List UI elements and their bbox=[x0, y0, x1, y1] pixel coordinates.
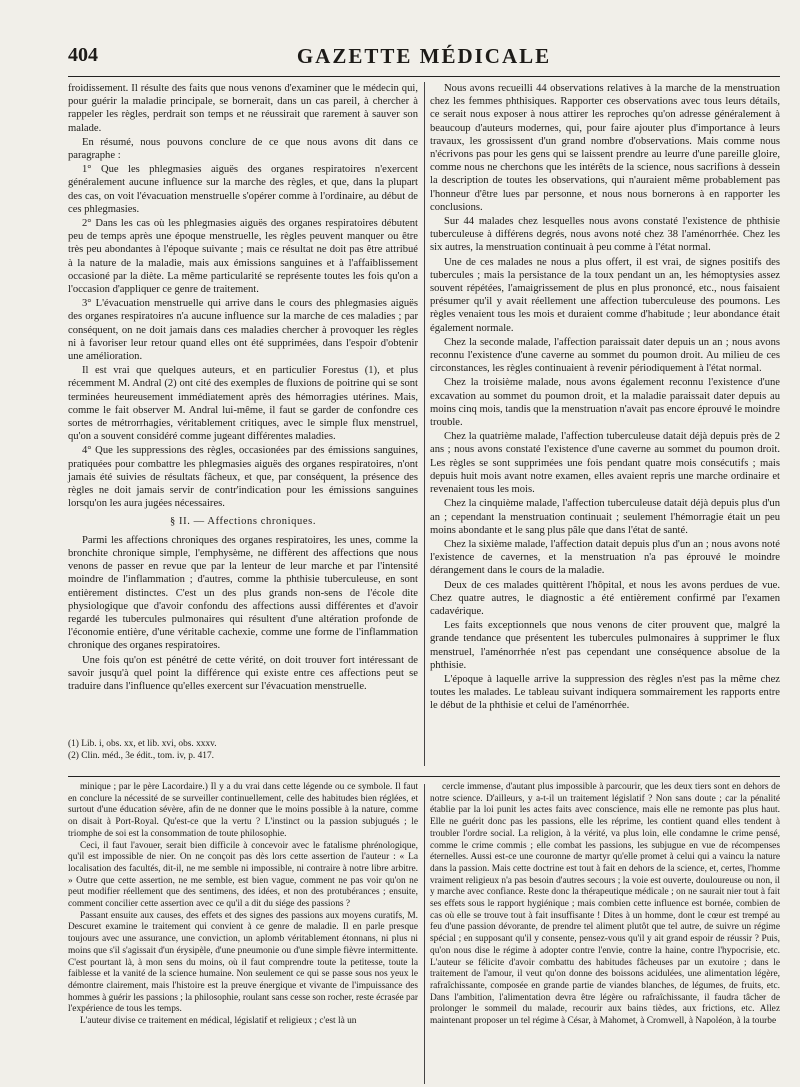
feuilleton-left-column bbox=[68, 782, 418, 1028]
column-divider bbox=[424, 82, 425, 766]
paragraph: Nous avons recueilli 44 observations relatives à la marche de la menstruation chez les femmes phthisiques. Rapporter ces observations avec tous leurs détails, ce serait nous exposer à nous attirer les reproches qu'on adresse généralement à beaucoup d'auteurs modernes, qui, pour faire ajouter plus d'importance à leurs travaux, les grossissent d'un grand nombre d'observations. Mais comme nous n'écrivons pas pour les gens qui se laissent prendre au leurre d'une pareille gloire, comme nous ne cherchons que les intérêts de la science, nous sacrifions à dessein la description de toutes les observations, qui n'auraient même probablement pas l'honneur d'être lues par personne, et nous nous bornerons à en rapporter les conclusions. bbox=[430, 83, 780, 213]
paragraph: Deux de ces malades quittèrent l'hôpital, et nous les avons perdues de vue. Chez quatre autres, le diagnostic a été entièrement confirmé par l'examen cadavérique. bbox=[430, 579, 780, 617]
paragraph: Ceci, il faut l'avouer, serait bien difficile à concevoir avec le fatalisme phrénologique, qu'il est impossible de nier. On ne conçoit pas dès lors cette assertion de l'auteur : « La localisation des facultés, dit-il, ne me semble ni impossible, ni contraire à notre libre arbitre. » Outre que cette assertion, ne me semble, est bien vague, comment ne pas voir qu'on ne peut modifier réellement que des sentimens, des idées, et non des protubérances ; ensuite, comment concilier cette assertion avec ce qu'il a dit du siége des passions ? bbox=[68, 840, 418, 910]
feuilleton-column-divider bbox=[424, 784, 425, 1084]
paragraph: Chez la quatrième malade, l'affection tuberculeuse datait déjà depuis près de 2 ans ; nous avons constaté l'existence d'une caverne au sommet du poumon droit. Les règles se sont supprimées une fois pendant quatre mois consécutifs ; mais depuis huit mois avant notre examen, elles avaient repris une marche ordinaire et revenaient tous les mois. bbox=[430, 431, 780, 496]
paragraph: L'époque à laquelle arrive la suppression des règles n'est pas la même chez toutes les malades. Le tableau suivant indiquera sommairement les rapports entre le début de la phthisie et celui de l'aménorrhée. bbox=[430, 673, 780, 712]
paragraph: 2° Dans les cas où les phlegmasies aiguës des organes respiratoires débutent peu de temps après une époque menstruelle, les règles peuvent manquer ou être très peu abondantes à l'époque suivante ; mais ce résultat ne doit pas être attribué à la nature de la maladie, mais aux émissions sanguines et à l'affaiblissement occasioné par la diète. La même particularité se représente toutes les fois qu'on a l'occasion d'appliquer ce genre de traitement. bbox=[68, 218, 418, 296]
paragraph: Il est vrai que quelques auteurs, et en particulier Forestus (1), et plus récemment M. Andral (2) ont cité des exemples de fluxions de poitrine qui se sont terminées heureusement immédiatement après des hémorragies utérines. Mais, comme le fait observer M. Andral lui-même, il faut se garder de confondre ces sortes de métrorrhagies, véritablement critiques, avec le simple flux menstruel, qu'on a souvent considéré comme jugeant différentes maladies. bbox=[68, 365, 418, 443]
footnote: (1) Lib. i, obs. xx, et lib. xvi, obs. xxxv. bbox=[68, 739, 217, 749]
feuilleton-rule bbox=[68, 776, 780, 777]
paragraph: 3° L'évacuation menstruelle qui arrive dans le cours des phlegmasies aiguës des organes respiratoires n'a aucune influence sur la marche de ces maladies ; par conséquent, on ne doit jamais dans ces maladies chercher à provoquer les règles ni à favoriser leur retour quand elles ont été supprimées, dans l'espoir d'obtenir une amélioration. bbox=[68, 298, 418, 363]
paragraph: minique ; par le père Lacordaire.) Il y a du vrai dans cette légende ou ce symbole. Il faut en conclure la nécessité de se surveiller continuellement, celle des habitudes bien réglées, et surtout d'une éducation sévère, afin de ne donner que le moins possible à la nature, comme on disait à Port-Royal. Qu'est-ce que la vertu ? L'instinct ou la passion subjugués ; le triomphe de soi est la consommation de toute philosophie. bbox=[68, 782, 418, 839]
paragraph: cercle immense, d'autant plus impossible à parcourir, que les deux tiers sont en dehors de notre science. D'ailleurs, y a-t-il un traitement législatif ? Non sans doute ; car la pénalité établie par la loi punit les actes faits avec conscience, mais elle ne remonte pas plus haut. Elle ne guérit donc pas les passions, elle les réprime, les contient quand elles tendent à troubler l'ordre social. La religion, à la vérité, va plus loin, elle condamne le crime pensé, comme le crime commis ; elle combat les passions, les subjugue en vue de récompenses éternelles. Aussi est-ce une couronne de martyr qu'elle promet à celui qui a vaincu la nature dans la passion. Mais cette doctrine est tout à fait en dehors de la science, et, certes, l'homme vraiment religieux n'a pas besoin d'autres secours ; la voie est ouverte, douloureuse ou non, il y marche avec confiance. Reste donc la thérapeutique médicale ; on ne saurait nier tout à fait ses effets sous le rapport hygiénique ; mais combien cette influence est bornée, combien de cas où elle se trouve tout à fait insuffisante ! Dites à un homme, dont le cœur est trempé au feu d'une passion dévorante, de prendre tel aliment plutôt que tel autre, de suivre un régime spécial ; en supposant qu'il y consente, pensez-vous qu'il y ait grand espoir de réussir ? Puis, qu'on nous dise le régime à adopter contre l'envie, contre la haine, contre l'hypocrisie, etc. L'auteur se félicite d'avoir combattu des habitudes fâcheuses par un exutoire ; dans le traitement de l'amour, il veut qu'on donne des boissons acidulées, une alimentation légère, rafraîchissante, composée en grande partie de viandes blanches, de légumes, de fruits, etc. Dans l'ambition, l'alimentation devra être légère ou rafraîchissante, il faudra tâcher de prolonger le sommeil du malade, recourir aux bains tièdes, aux frictions, etc. Allez maintenant proposer un tel régime à César, à Mahomet, à Cromwell, à Napoléon, à la tourbe bbox=[430, 782, 780, 1027]
paragraph: Les faits exceptionnels que nous venons de citer prouvent que, malgré la grande tendance que présentent les tubercules pulmonaires à supprimer le flux menstruel, l'aménorrhée n'est pas cependant une conséquence absolue de la phthisie. bbox=[430, 620, 780, 671]
paragraph: Une fois qu'on est pénétré de cette vérité, on doit trouver fort intéressant de savoir jusqu'à quel point la différence qui existe entre ces affections peut se traduire dans l'influence qu'elles exercent sur l'évacuation menstruelle. bbox=[68, 654, 418, 692]
section-heading: § II. — Affections chroniques. bbox=[169, 515, 317, 527]
header-rule bbox=[68, 76, 780, 77]
paragraph: Parmi les affections chroniques des organes respiratoires, les unes, comme la bronchite chronique simple, l'emphysème, ne diffèrent des affections que nous venons de passer en revue que par la lenteur de leur marche et par l'intensité moindre de l'inflammation ; d'autres, comme la phthisie tuberculeuse, en sont entièrement distinctes. C'est un des plus grands non-sens de l'école dite physiologique que d'avoir confondu des affections aussi différentes et d'avoir regardé les tubercules pulmonaires qui résultent d'une altération profonde de l'économie entière, d'une véritable cachexie, comme une forme de l'inflammation chronique des organes respiratoires. bbox=[68, 534, 418, 652]
footnotes bbox=[68, 738, 418, 762]
page-header bbox=[68, 44, 780, 72]
paragraph: Chez la troisième malade, nous avons également reconnu l'existence d'une excavation au sommet du poumon droit, et la maladie paraissait dater depuis au moins cinq mois, tandis que la menstruation n'avait pas encore éprouvé le moindre trouble. bbox=[430, 377, 780, 429]
paragraph: Chez la seconde malade, l'affection paraissait dater depuis un an ; nous avons reconnu l'existence d'une caverne au sommet du poumon droit. Au milieu de ces circonstances, les règles continuaient à revenir périodiquement à l'état normal. bbox=[430, 336, 780, 375]
paragraph: Chez la sixième malade, l'affection datait depuis plus d'un an ; nous avons noté l'existence de cavernes, et la menstruation n'a pas éprouvé le moindre dérangement dans le cours de la maladie. bbox=[430, 538, 780, 577]
paragraph: En résumé, nous pouvons conclure de ce que nous avons dit dans ce paragraphe : bbox=[68, 136, 418, 162]
paragraph: 1° Que les phlegmasies aiguës des organes respiratoires n'exercent généralement aucune influence sur la marche des règles, et que, dans la plupart des cas, on voit l'évacuation menstruelle s'opérer comme à l'ordinaire, au début de ces phlegmasies. bbox=[68, 164, 418, 215]
paragraph: Passant ensuite aux causes, des effets et des signes des passions aux moyens curatifs, M. Descuret examine le traitement qui convient à ce genre de maladie. Il en parle presque toujours avec une assurance, une conviction, un aplomb véritablement étonnans, ni plus ni moins que s'il s'agissait d'un érysipèle, d'une pneumonie ou d'une simple fièvre intermittente. C'est pourtant là, à mon sens du moins, où il faut comprendre toute la petitesse, toute la faiblesse et la vanité de la science humaine. Non seulement ce qui se passe sous nos yeux le démontre clairement, mais l'histoire est la preuve énergique et vivante de l'impuissance des hommes à guérir les passions ; la philosophie, roulant sans cesse son rocher, reste écrasée par l'expérience de tous les temps. bbox=[68, 910, 418, 1015]
paragraph: L'auteur divise ce traitement en médical, législatif et religieux ; c'est là un bbox=[80, 1016, 357, 1027]
footnote: (2) Clin. méd., 3e édit., tom. iv, p. 417. bbox=[68, 751, 214, 761]
paragraph: Chez la cinquième malade, l'affection tuberculeuse datait déjà depuis plus d'un an ; cependant la menstruation continuait ; seulement l'hémorragie était un peu moins abondante et le sang plus pâle que dans l'état de santé. bbox=[430, 498, 780, 536]
page-number: 404 bbox=[68, 44, 98, 66]
paragraph: 4° Que les suppressions des règles, occasionées par des émissions sanguines, pratiquées pour combattre les phlegmasies aiguës des organes respiratoires, n'ont jamais été suivies de résultats fâcheux, et que, par conséquent, la présence des règles ne doit jamais servir de contr'indication pour les émissions sanguines lorsqu'on les aura jugées nécessaires. bbox=[68, 445, 418, 510]
left-column bbox=[68, 82, 418, 694]
paragraph: froidissement. Il résulte des faits que nous venons d'examiner que le médecin qui, pour guérir la maladie principale, se bornerait, dans un cas pareil, à chercher à rappeler les règles, perdrait son temps et ne réussirait que rarement à sauver son malade. bbox=[68, 83, 418, 134]
feuilleton-right-column bbox=[430, 782, 780, 1028]
right-column bbox=[430, 82, 780, 714]
journal-title: GAZETTE MÉDICALE bbox=[296, 44, 552, 68]
paragraph: Une de ces malades ne nous a plus offert, il est vrai, de signes positifs des tubercules ; mais la persistance de la toux pendant un an, les hémoptysies assez souvent répétées, l'amaigrissement de plus en plus prononcé, etc., nous faisaient présumer qu'il y avait réellement une affection tuberculeuse des poumons. Les règles venaient tous les mois et duraient comme d'habitude ; leur abondance était également normale. bbox=[430, 256, 780, 334]
paragraph: Sur 44 malades chez lesquelles nous avons constaté l'existence de phthisie tuberculeuse à différens degrés, nous avons noté chez 38 l'aménorrhée. Chez les six autres, la menstruation continuait à peu comme à l'état normal. bbox=[430, 216, 780, 254]
